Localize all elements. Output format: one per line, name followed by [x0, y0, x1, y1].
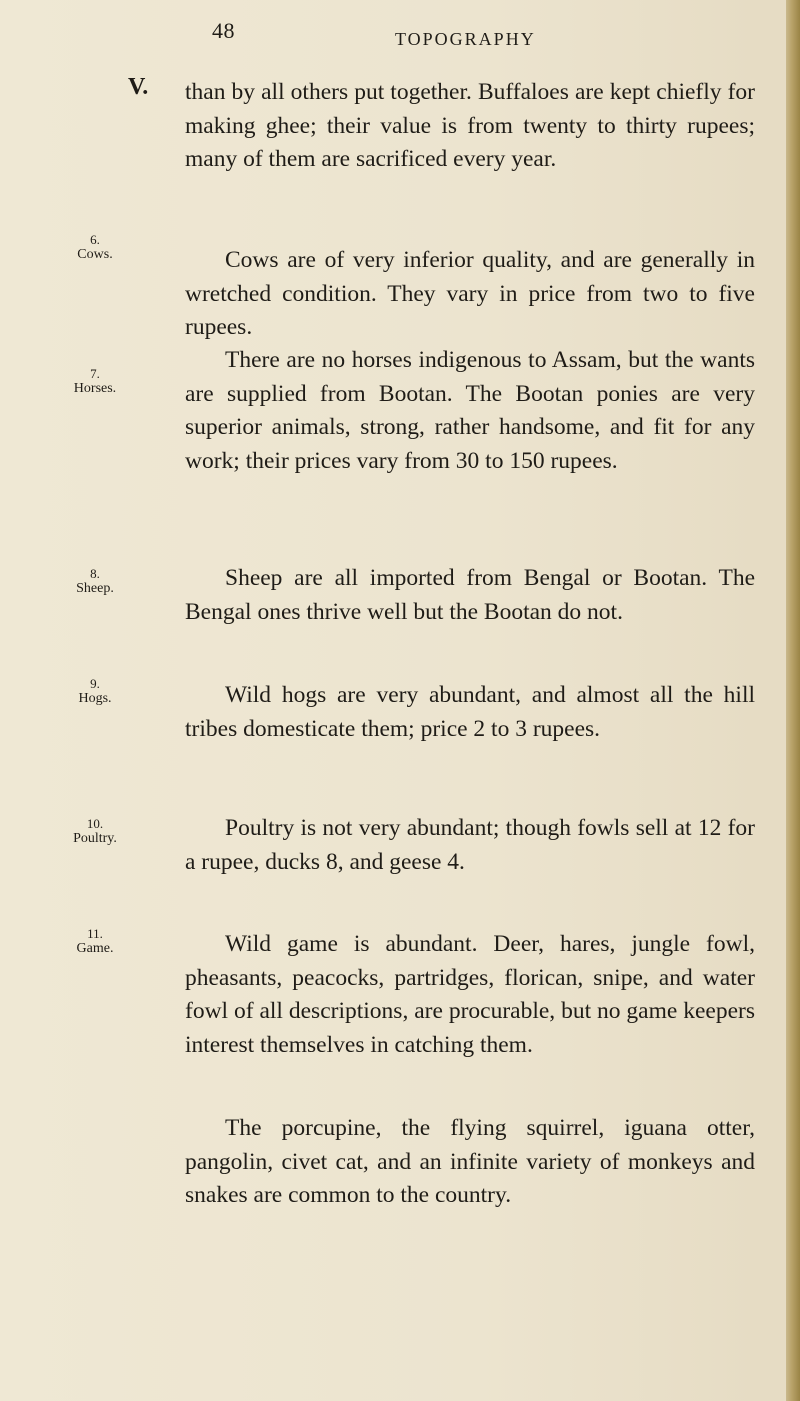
margin-note-number: 9. — [90, 676, 100, 691]
page-number: 48 — [212, 18, 235, 43]
running-title: TOPOGRAPHY — [395, 29, 536, 49]
paragraph-continuation: than by all others put together. Buffaloes are kept chiefly for making ghee; their value is from twenty to thirty rupees; many of them are sacrificed every year. — [185, 79, 755, 172]
paragraph-poultry: Poultry is not very abundant; though fowls sell at 12 for a rupee, ducks 8, and geese 4. — [185, 815, 755, 875]
page-edge — [786, 0, 800, 1401]
chapter-mark: V. — [128, 74, 149, 100]
margin-note-number: 7. — [90, 366, 100, 381]
margin-note-label: Poultry. — [73, 831, 117, 846]
margin-note-label: Game. — [76, 941, 114, 956]
margin-note-horses — [50, 366, 140, 396]
paragraph-horses: There are no horses indigenous to Assam, but the wants are supplied from Bootan. The Bootan ponies are very superior animals, strong, rather handsome, and fit for any work; their prices vary from 30 to 150 rupees. — [185, 347, 755, 474]
margin-note-label: Sheep. — [76, 581, 114, 596]
paragraph-sheep: Sheep are all imported from Bengal or Bootan. The Bengal ones thrive well but the Bootan do not. — [185, 565, 755, 625]
paragraph-other-animals: The porcupine, the flying squirrel, iguana otter, pangolin, civet cat, and an infinite variety of monkeys and snakes are common to the country. — [185, 1115, 755, 1208]
margin-note-game — [50, 926, 140, 956]
margin-note-label: Cows. — [77, 247, 113, 262]
margin-note-number: 10. — [86, 816, 104, 831]
margin-note-sheep — [50, 566, 140, 596]
margin-note-label: Hogs. — [78, 691, 112, 706]
margin-note-number: 6. — [90, 232, 100, 247]
margin-note-label: Horses. — [73, 381, 117, 396]
margin-note-hogs — [50, 676, 140, 706]
margin-note-poultry — [50, 816, 140, 846]
paragraph-hogs: Wild hogs are very abundant, and almost all the hill tribes domesticate them; price 2 to 3 rupees. — [185, 682, 755, 742]
paragraph-cows: Cows are of very inferior quality, and are generally in wretched condition. They vary in price from two to five rupees. — [185, 247, 755, 340]
paragraph-game: Wild game is abundant. Deer, hares, jungle fowl, pheasants, peacocks, partridges, florican, snipe, and water fowl of all descriptions, are procurable, but no game keepers interest themselves in catching them. — [185, 931, 755, 1058]
margin-note-number: 8. — [90, 566, 100, 581]
margin-note-number: 11. — [87, 926, 103, 941]
margin-note-cows — [50, 232, 140, 262]
